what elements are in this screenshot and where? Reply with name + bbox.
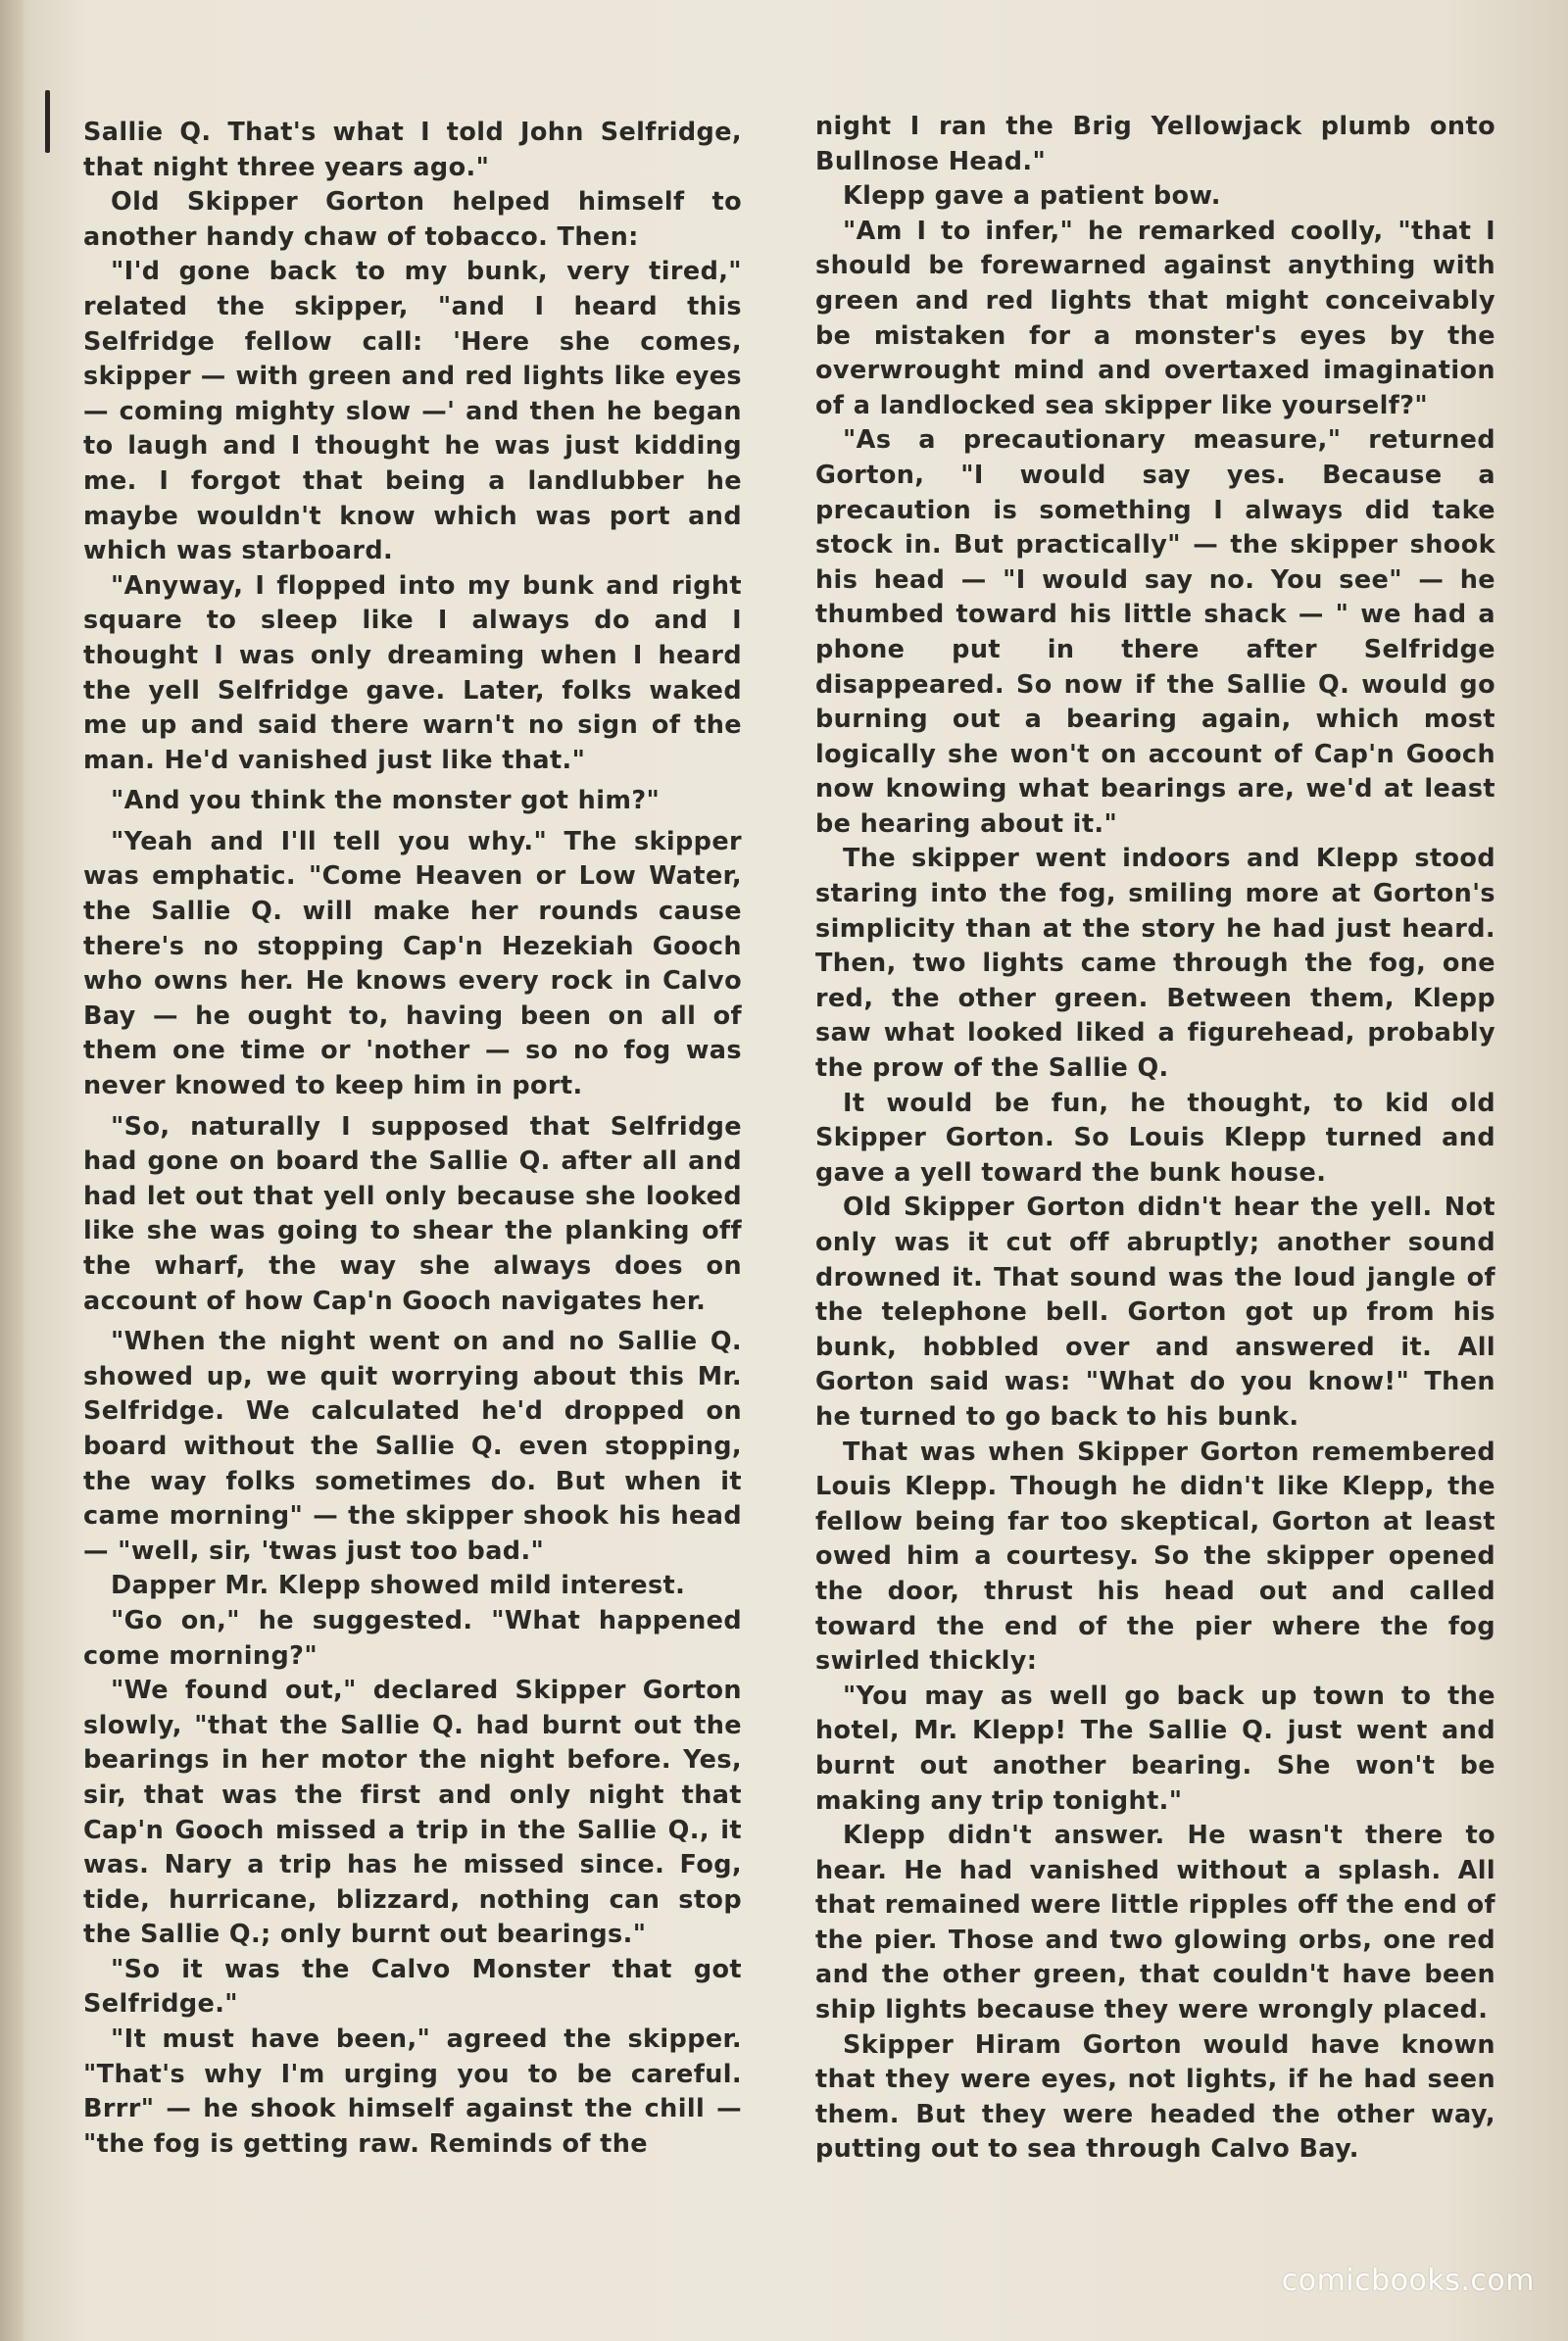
paragraph: Sallie Q. That's what I told John Selfridge, that night three years ago."	[83, 118, 742, 182]
right-text-column	[815, 110, 1495, 2168]
margin-mark	[45, 90, 50, 153]
paragraph: "I'd gone back to my bunk, very tired," related the skipper, "and I heard this Selfridge fellow call: 'Here she comes, skipper — with green and red lights like eyes — coming mighty slow —' and then he began to laugh and I thought he was just kidding me. I forgot that being a landlubber he maybe wouldn't know which was port and which was starboard.	[83, 257, 742, 566]
paragraph: "You may as well go back up town to the hotel, Mr. Klepp! The Sallie Q. just went and burnt out another bearing. She won't be making any trip tonight."	[815, 1681, 1495, 1816]
paragraph: "So it was the Calvo Monster that got Selfridge."	[83, 1954, 742, 2020]
paragraph: "Yeah and I'll tell you why." The skipper was emphatic. "Come Heaven or Low Water, the Sallie Q. will make her rounds cause there's no stopping Cap'n Hezekiah Gooch who owns her. He knows every rock in Calvo Bay — he ought to, having been on all of them one time or 'nother — so no fog was never knowed to keep him in port.	[83, 826, 742, 1101]
paragraph: Dapper Mr. Klepp showed mild interest.	[111, 1571, 686, 1601]
paragraph: "So, naturally I supposed that Selfridge had gone on board the Sallie Q. after all and had let out that yell only because she looked like she was going to shear the planking off the wharf, the way she always does on account of how Cap'n Gooch navigates her.	[83, 1111, 742, 1316]
paragraph: Old Skipper Gorton didn't hear the yell. Not only was it cut off abruptly; another sound drowned it. That sound was the loud jangle of the telephone bell. Gorton got up from his bunk, hobbled over and answered it. All Gorton said was: "What do you know!" Then he turned to go back to his bunk.	[815, 1193, 1495, 1432]
paragraph: "Go on," he suggested. "What happened come morning?"	[83, 1605, 742, 1671]
paragraph: The skipper went indoors and Klepp stood staring into the fog, smiling more at Gorton's simplicity than at the story he had just heard. Then, two lights came through the fog, one red, the other green. Between them, Klepp saw what looked liked a figurehead, probably the prow of the Sallie Q.	[815, 844, 1495, 1084]
page-binding-edge	[0, 0, 24, 2341]
paragraph: Old Skipper Gorton helped himself to another handy chaw of tobacco. Then:	[83, 187, 742, 252]
paragraph: Klepp gave a patient bow.	[843, 181, 1221, 212]
paragraph: "We found out," declared Skipper Gorton slowly, "that the Sallie Q. had burnt out the bearings in her motor the night before. Yes, sir, that was the first and only night that Cap'n Gooch missed a trip in the Sallie Q., it was. Nary a trip has he missed since. Fog, tide, hurricane, blizzard, nothing can stop the Sallie Q.; only burnt out bearings."	[83, 1676, 742, 1950]
paragraph: That was when Skipper Gorton remembered Louis Klepp. Though he didn't like Klepp, the fellow being far too skeptical, Gorton at least owed him a courtesy. So the skipper opened the door, thrust his head out and called toward the end of the pier where the fog swirled thickly:	[815, 1437, 1495, 1677]
paragraph: It would be fun, he thought, to kid old Skipper Gorton. So Louis Klepp turned and gave a yell toward the bunk house.	[815, 1088, 1495, 1188]
paragraph: "And you think the monster got him?"	[111, 786, 661, 816]
paragraph: "As a precautionary measure," returned Gorton, "I would say yes. Because a precaution is something I always did take stock in. But practically" — the skipper shook his head — "I would say no. You see" — he thumbed toward his little shack — " we had a phone put in there after Selfridge disappeared. So now if the Sallie Q. would go burning out a bearing again, which most logically she won't on account of Cap'n Gooch now knowing what bearings are, we'd at least be hearing about it."	[815, 425, 1495, 839]
paragraph: "When the night went on and no Sallie Q. showed up, we quit worrying about this Mr. Selfridge. We calculated he'd dropped on board without the Sallie Q. even stopping, the way folks sometimes do. But when it came morning" — the skipper shook his head — "well, sir, 'twas just too bad."	[83, 1327, 742, 1566]
paragraph: "Am I to infer," he remarked coolly, "that I should be forewarned against anything with green and red lights that might conceivably be mistaken for a monster's eyes by the overwrought mind and overtaxed imagination of a landlocked sea skipper like yourself?"	[815, 216, 1495, 420]
paragraph: "It must have been," agreed the skipper. "That's why I'm urging you to be careful. Brrr" — he shook himself against the chill — "the fog is getting raw. Reminds of the	[83, 2024, 742, 2159]
paragraph: Klepp didn't answer. He wasn't there to hear. He had vanished without a splash. All that remained were little ripples off the end of the pier. Those and two glowing orbs, one red and the other green, that couldn't have been ship lights because they were wrongly placed.	[815, 1821, 1495, 2025]
paragraph: Skipper Hiram Gorton would have known that they were eyes, not lights, if he had seen them. But they were headed the other way, putting out to sea through Calvo Bay.	[815, 2029, 1495, 2165]
left-text-column	[83, 116, 742, 2162]
paragraph: "Anyway, I flopped into my bunk and right square to sleep like I always do and I thought I was only dreaming when I heard the yell Selfridge gave. Later, folks waked me up and said there warn't no sign of the man. He'd vanished just like that."	[83, 570, 742, 775]
watermark: comicbooks.com	[1281, 2264, 1535, 2298]
paragraph: night I ran the Brig Yellowjack plumb onto Bullnose Head."	[815, 112, 1495, 176]
